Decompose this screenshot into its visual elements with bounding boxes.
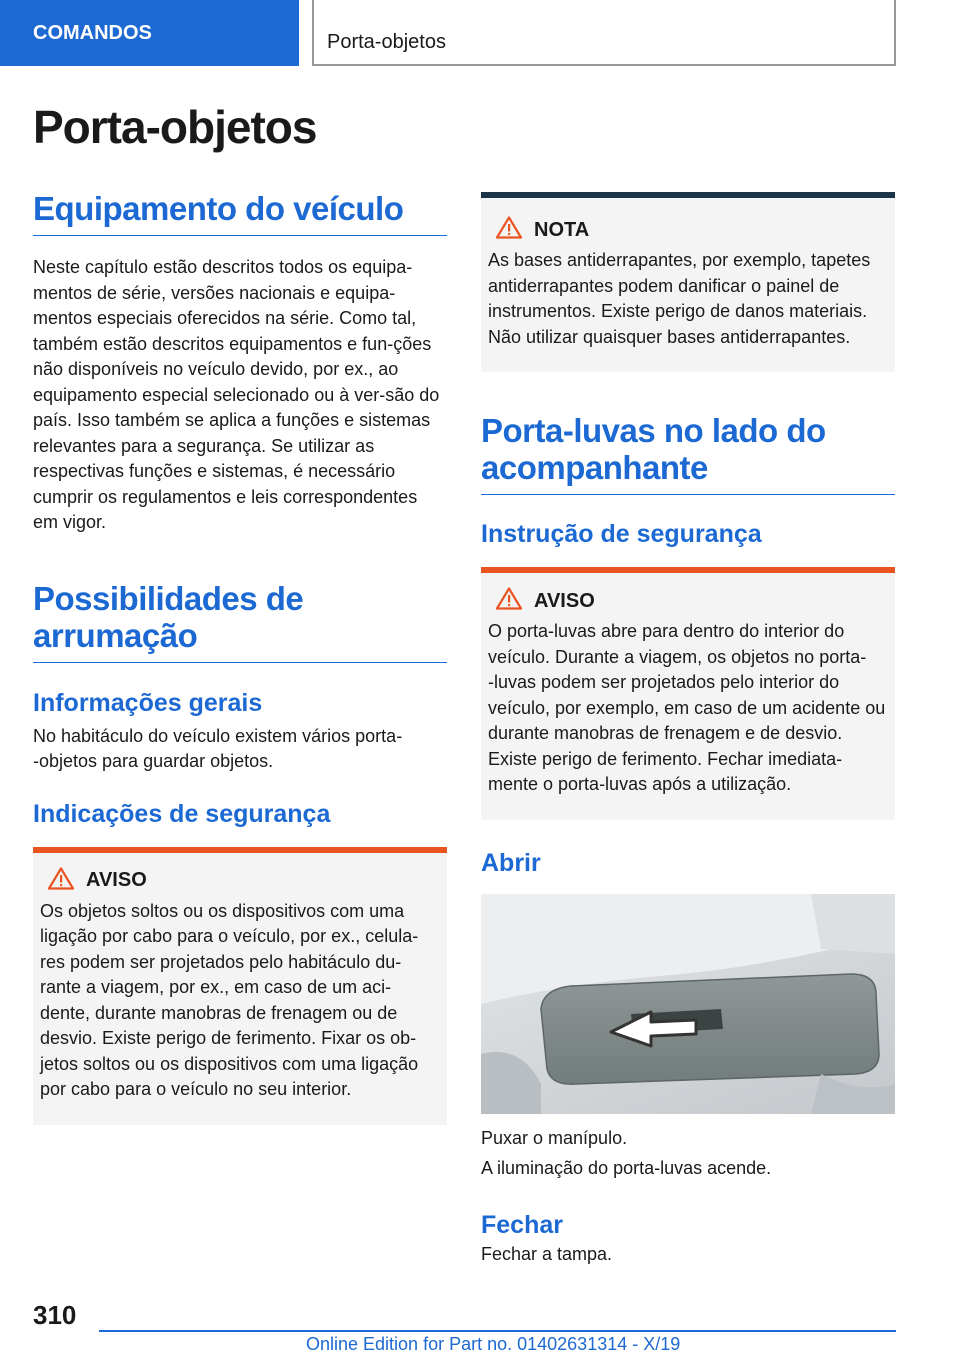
warning-triangle-icon bbox=[496, 216, 522, 244]
heading-abrir: Abrir bbox=[481, 848, 541, 877]
heading-possibilidades: Possibilidades de arrumação bbox=[33, 580, 447, 663]
warning-label: AVISO bbox=[534, 589, 595, 612]
note-label: NOTA bbox=[534, 218, 590, 241]
glovebox-photo bbox=[481, 894, 895, 1114]
note-header bbox=[488, 216, 888, 244]
heading-informacoes: Informações gerais bbox=[33, 688, 263, 717]
page-number: 310 bbox=[33, 1300, 77, 1330]
warning-box bbox=[33, 847, 447, 1125]
heading-fechar: Fechar bbox=[481, 1210, 563, 1239]
warning-triangle-icon bbox=[48, 867, 74, 895]
paragraph-equipamento: Neste capítulo estão descritos todos os equipa-mentos de série, versões nacionais e equipa-mentos especiais oferecidos na série. Como tal, também estão descritos equipamentos e fun-ções não disponíveis no veículo devido, por ex., ao equipamento especial selecionado ou à ver-são do país. Isso também se aplica a funções e sistemas relevantes para a segurança. Se utilizar as respectivas funções e sistemas, é necessário cumprir os regulamentos e leis correspondentes em vigor. bbox=[33, 257, 440, 532]
paragraph-abrir-1: Puxar o manípulo. bbox=[481, 1127, 628, 1148]
page-title: Porta-objetos bbox=[33, 101, 317, 153]
left-column bbox=[33, 190, 447, 1125]
note-text: As bases antiderrapantes, por exemplo, tapetes antiderrapantes podem danificar o painel de instrumentos. Existe perigo de danos materiais. Não utilizar quaisquer bases antiderrapantes. bbox=[488, 250, 871, 347]
section-tab: COMANDOS bbox=[0, 0, 299, 66]
paragraph-informacoes: No habitáculo do veículo existem vários porta-‑objetos para guardar objetos. bbox=[33, 725, 403, 771]
chapter-title: Porta-objetos bbox=[312, 0, 896, 66]
glovebox-illustration bbox=[481, 894, 895, 1114]
heading-instrucao: Instrução de segurança bbox=[481, 520, 762, 548]
warning-header bbox=[488, 587, 888, 615]
right-column bbox=[481, 192, 895, 1267]
warning-box-glovebox bbox=[481, 567, 895, 820]
footer-divider bbox=[99, 1330, 896, 1332]
footer-edition: Online Edition for Part no. 01402631314 - X/19 bbox=[306, 1334, 681, 1354]
warning-text: Os objetos soltos ou os dispositivos com uma ligação por cabo para o veículo, por ex., celula-res podem ser projetados pelo habitáculo du-rante a viagem, por ex., em caso de um aci-dente, durante manobras de frenagem ou de desvio. Existe perigo de ferimento. Fixar os ob-jetos soltos ou os dispositivos com uma ligação por cabo para o veículo no seu interior. bbox=[40, 900, 419, 1099]
paragraph-fechar: Fechar a tampa. bbox=[481, 1243, 613, 1264]
warning-triangle-icon bbox=[496, 587, 522, 615]
paragraph-abrir-2: A iluminação do porta-luvas acende. bbox=[481, 1158, 772, 1178]
note-box bbox=[481, 192, 895, 372]
heading-equipamento: Equipamento do veículo bbox=[33, 190, 447, 236]
heading-porta-luvas: Porta-luvas no lado do acompanhante bbox=[481, 412, 895, 495]
warning-label: AVISO bbox=[86, 869, 147, 891]
warning-text: O porta-luvas abre para dentro do interior do veículo. Durante a viagem, os objetos no porta-‑luvas podem ser projetados pelo interior do veículo, por exemplo, em caso de um acidente ou durante manobras de frenagem e de desvio. Existe perigo de ferimento. Fechar imediata-mente o porta-luvas após a utilização. bbox=[488, 621, 886, 794]
heading-indicacoes: Indicações de segurança bbox=[33, 799, 331, 828]
warning-header bbox=[40, 867, 440, 895]
